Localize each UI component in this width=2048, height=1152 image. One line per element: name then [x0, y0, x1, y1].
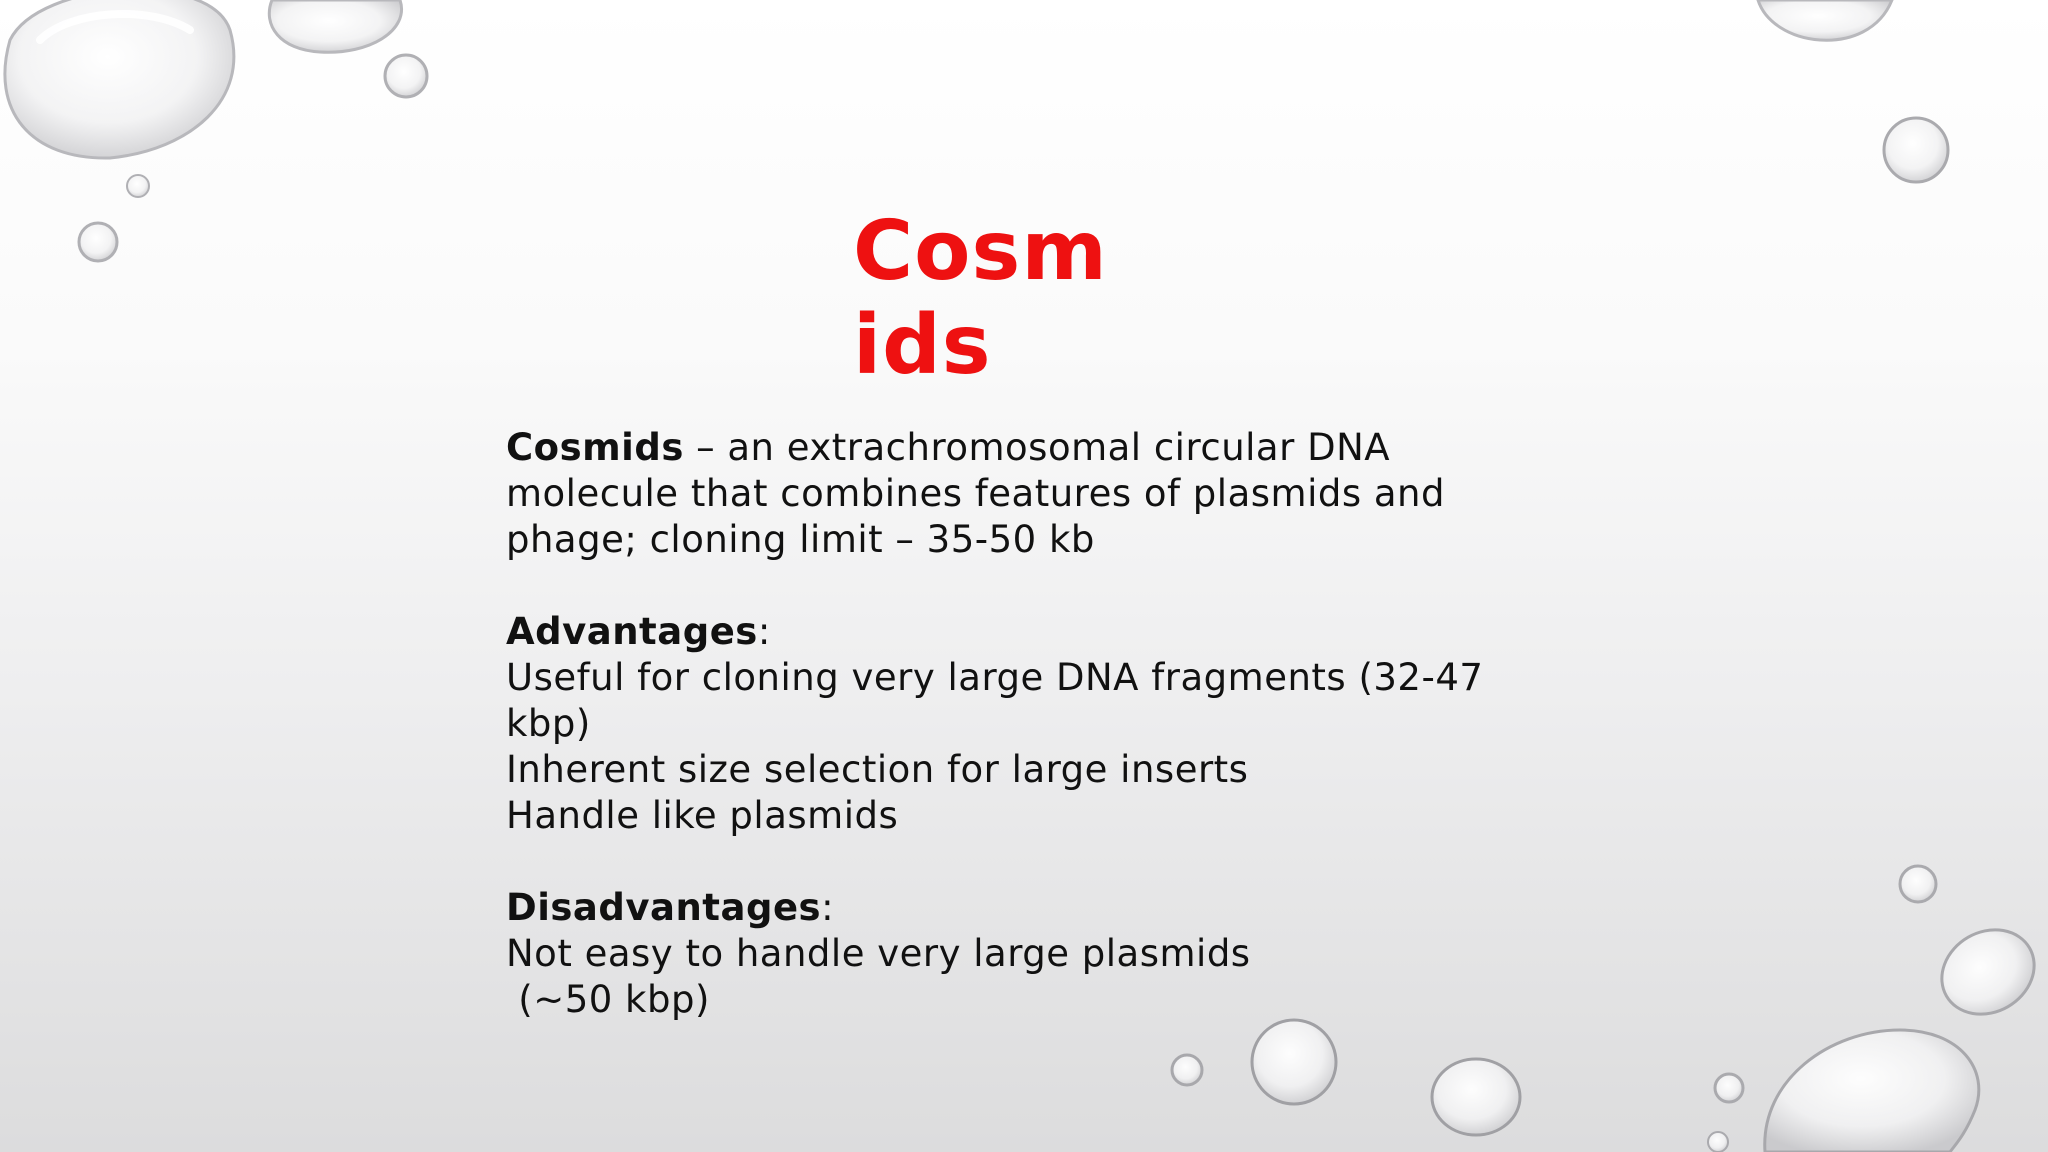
drop-small-8 [1172, 1055, 1202, 1085]
advantages-heading-line [506, 609, 1506, 655]
drop-small-6 [1715, 1074, 1743, 1102]
drop-small-7 [1708, 1132, 1728, 1152]
disadvantages-heading-line [506, 885, 1506, 931]
definition-text: – an extrachromosomal circular DNA [683, 426, 1391, 469]
drop-bottom-right-large [1765, 1030, 1979, 1152]
definition-line-3: phage; cloning limit – 35-50 kb [506, 518, 1095, 561]
drop-small-4 [1884, 118, 1948, 182]
drop-top-right [1758, 0, 1892, 40]
definition-line-2: molecule that combines features of plasmids and [506, 472, 1445, 515]
slide-title: Cosmids [853, 204, 1108, 393]
disadvantage-item: Not easy to handle very large plasmids [506, 932, 1251, 975]
advantage-item: Inherent size selection for large inserts [506, 748, 1249, 791]
disadvantages-colon: : [821, 886, 835, 929]
drop-top-left-wide [269, 0, 401, 52]
drop-top-left-large [5, 0, 234, 158]
advantages-colon: : [757, 610, 771, 653]
drop-small-1 [385, 55, 427, 97]
advantages-heading: Advantages [506, 610, 758, 653]
drop-small-3 [79, 223, 117, 261]
disadvantage-item: (~50 kbp) [506, 978, 710, 1021]
drop-medium-2 [1432, 1059, 1520, 1135]
spacer [506, 563, 1506, 609]
advantage-item: Useful for cloning very large DNA fragments (32-47 [506, 656, 1484, 699]
drop-bottom-right-oval [1926, 913, 2048, 1030]
spacer [506, 839, 1506, 885]
advantage-item: Handle like plasmids [506, 794, 899, 837]
drop-small-2 [127, 175, 149, 197]
advantage-item: kbp) [506, 702, 591, 745]
disadvantages-heading: Disadvantages [506, 886, 822, 929]
definition-term: Cosmids [506, 426, 684, 469]
slide-body [506, 425, 1506, 1023]
drop-medium-1 [1252, 1020, 1336, 1104]
definition-line-1 [506, 425, 1506, 471]
drop-small-5 [1900, 866, 1936, 902]
